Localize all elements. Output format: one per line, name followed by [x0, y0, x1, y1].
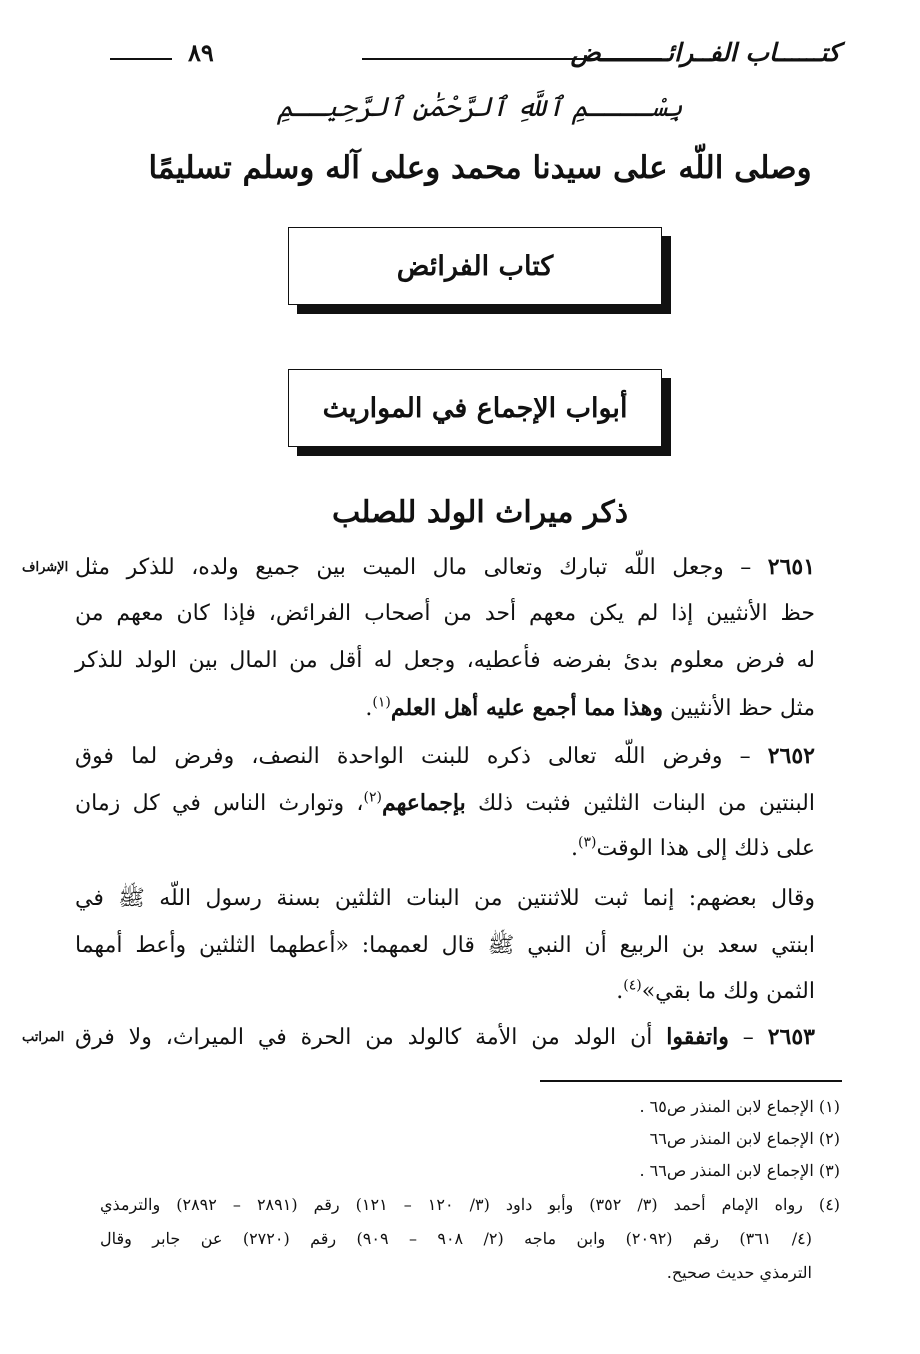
footnote-4-line-3: الترمذي حديث صحيح.	[666, 1263, 812, 1282]
paragraph-2651-line-2: حظ الأنثيين إذا لم يكن معهم أحد من أصحاب الفرائض، فإذا كان معهم من	[75, 601, 815, 626]
footnote-2: (٢) الإجماع لابن المنذر ص٦٦	[649, 1129, 840, 1148]
book-title: كتاب الفرائض	[396, 250, 554, 282]
section-title: ذكر ميراث الولد للصلب	[331, 495, 629, 530]
paragraph-2651-line-1: ٢٦٥١ – وجعل اللّه تبارك وتعالى مال الميت بين جميع ولده، للذكر مثل	[75, 554, 816, 580]
footnote-separator	[540, 1080, 842, 1082]
chapter-title-box	[288, 369, 662, 447]
entry-number-2653: ٢٦٥٣	[767, 1024, 815, 1050]
margin-note-maratib: المراتب	[22, 1030, 65, 1045]
paragraph-2651-line-4: مثل حظ الأنثيين وهذا مما أجمع عليه أهل العلم$^{(١)}$.	[365, 694, 815, 721]
paragraph-some-line-1: وقال بعضهم: إنما ثبت للاثنتين من البنات الثلثين بسنة رسول اللّه ﷺ في	[75, 886, 815, 911]
paragraph-some-line-2: ابنتي سعد بن الربيع أن النبي ﷺ قال لعمهما: «أعطهما الثلثين وأعط أمهما	[75, 933, 815, 958]
footnote-4-line-1: (٤) رواه الإمام أحمد (٣/ ٣٥٢) وأبو داود (٣/ ١٢٠ – ١٢١) رقم (٢٨٩١ – ٢٨٩٢) والترمذي	[100, 1195, 841, 1214]
header-rule-short	[110, 58, 172, 60]
footnote-3: (٣) الإجماع لابن المنذر ص٦٦ .	[639, 1161, 840, 1180]
paragraph-2653-line-1: ٢٦٥٣ – واتفقوا أن الولد من الأمة كالولد من الحرة في الميراث، ولا فرق	[75, 1024, 815, 1050]
footnote-ref-2: (٢)	[363, 789, 382, 806]
footnote-ref-3: (٣)	[578, 834, 597, 851]
paragraph-2652-line-2: البنتين من البنات الثلثين فثبت ذلك بإجماعهم$^{(٢)}$، وتوارث الناس في كل زمان	[75, 789, 815, 816]
running-header	[110, 36, 840, 80]
margin-note-ishraf: الإشراف	[22, 560, 69, 575]
entry-number-2652: ٢٦٥٢	[767, 743, 815, 769]
page-number: ٨٩	[188, 38, 214, 67]
entry-number-2651: ٢٦٥١	[767, 554, 816, 580]
salawat-line: وصلى اللّه على سيدنا محمد وعلى آله وسلم تسليمًا	[148, 150, 812, 186]
running-title: كتــــــاب الفــرائـــــــــض	[570, 38, 840, 67]
footnote-1: (١) الإجماع لابن المنذر ص٦٥ .	[639, 1097, 840, 1116]
footnote-ref-1: (١)	[372, 694, 391, 711]
ijmaa-phrase: بإجماعهم	[381, 790, 466, 816]
paragraph-2652-line-3: على ذلك إلى هذا الوقت$^{(٣)}$.	[571, 834, 815, 861]
footnote-4-line-2: (٤/ ٣٦١) رقم (٢٠٩٢) وابن ماجه (٢/ ٩٠٨ – ٩٠٩) رقم (٢٧٢٠) عن جابر وقال	[100, 1229, 813, 1248]
consensus-phrase: وهذا مما أجمع عليه أهل العلم	[390, 695, 663, 721]
book-title-box	[288, 227, 662, 305]
footnote-ref-4: (٤)	[623, 977, 642, 994]
paragraph-some-line-3: الثمن ولك ما بقي»$^{(٤)}$.	[616, 977, 815, 1004]
paragraph-2651-line-3: له فرض معلوم بدئ بفرضه فأعطيه، وجعل له أقل من المال بين الولد للذكر	[75, 648, 815, 673]
paragraph-2652-line-1: ٢٦٥٢ – وفرض اللّه تعالى ذكره للبنت الواحدة النصف، وفرض لما فوق	[75, 743, 815, 769]
header-rule	[362, 58, 662, 60]
chapter-title: أبواب الإجماع في المواريث	[322, 392, 628, 424]
basmala: بِسْــــمِ ٱللَّهِ ٱلرَّحْمَٰنِ ٱلرَّحِيــمِ	[277, 92, 683, 123]
